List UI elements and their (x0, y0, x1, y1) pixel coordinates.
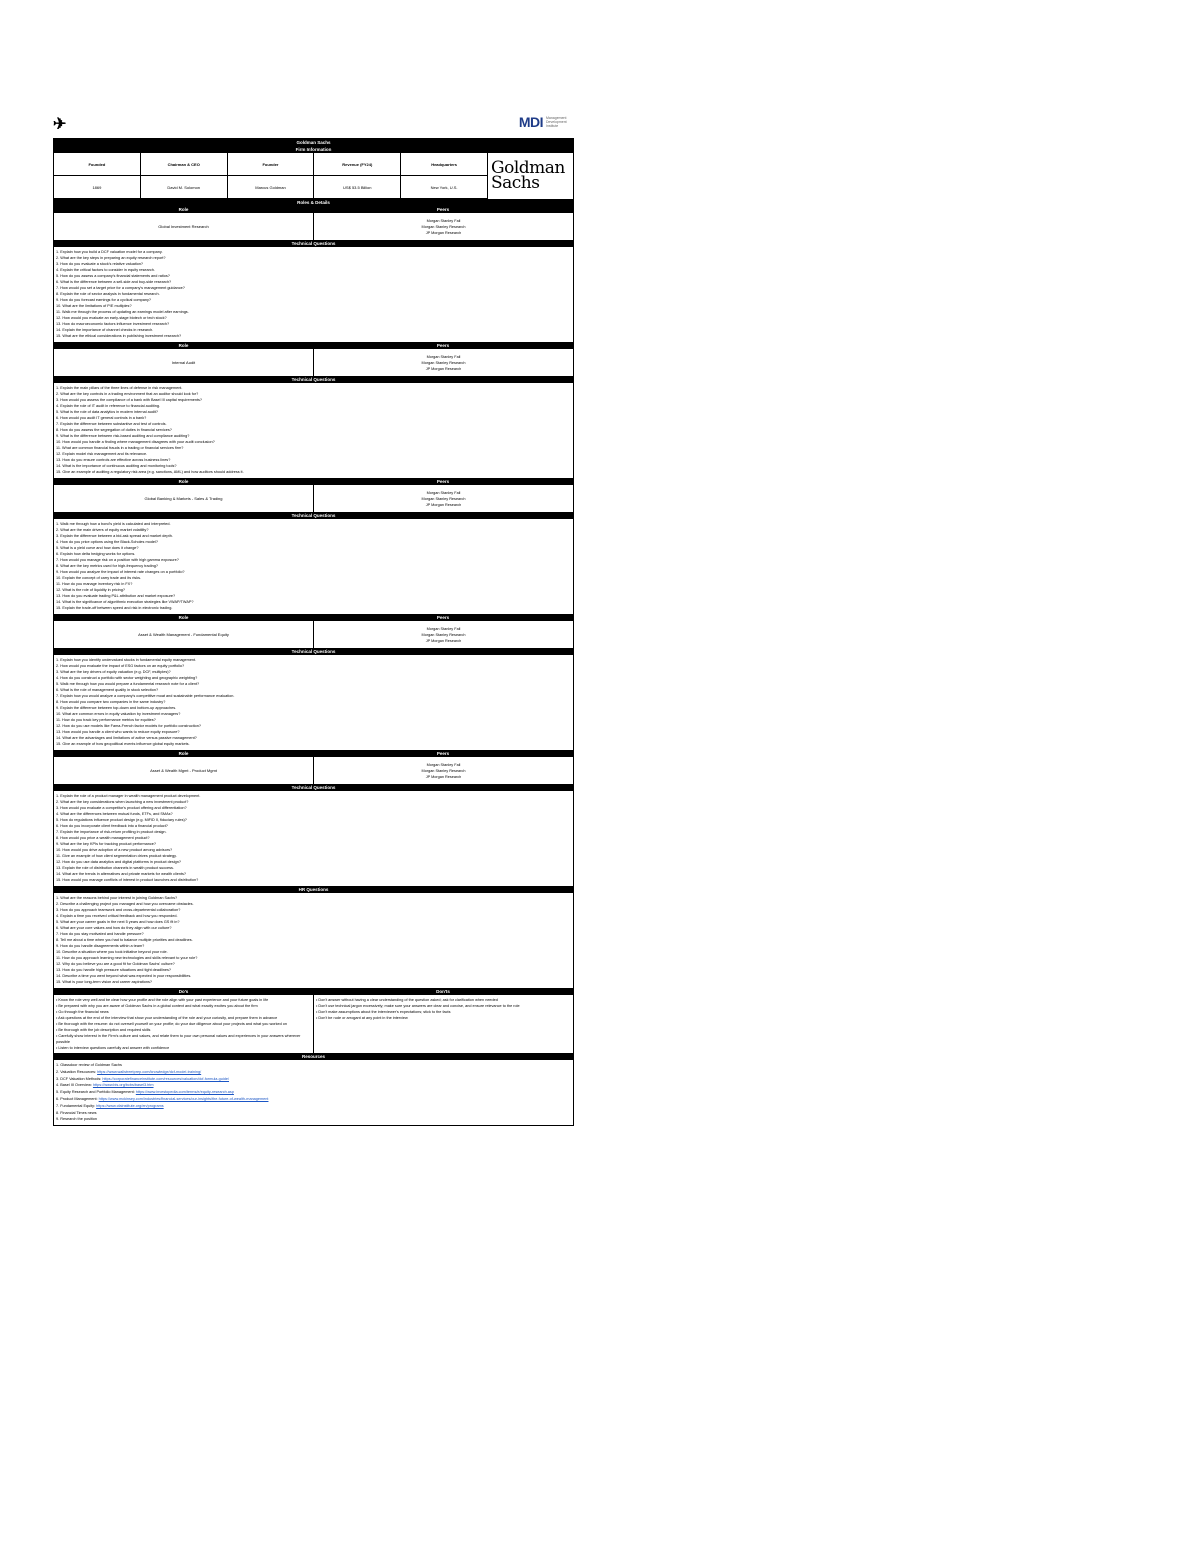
question-item: 15. What are the ethical considerations in publishing investment research? (56, 334, 182, 338)
role-col-label: Role (178, 751, 189, 756)
hr-question-item: 7. How do you stay motivated and handle pressure? (56, 932, 144, 936)
hr-question-item: 3. How do you approach teamwork and cross-departmental collaboration? (56, 908, 181, 912)
resource-item (56, 1110, 571, 1117)
sheet-frame (53, 138, 574, 1126)
hr-question-item: 2. Describe a challenging project you managed and how you overcame obstacles. (56, 902, 194, 906)
mdi-logo-subtext: Management Development Institute (546, 116, 567, 128)
role-col-label: Role (178, 343, 189, 348)
peers-col-label: Peers (436, 207, 450, 212)
peer-item: JP Morgan Research (425, 366, 462, 371)
question-item: 2. What are the main drivers of equity market volatility? (56, 528, 149, 532)
question-item: 10. Explain the concept of carry trade and its risks. (56, 576, 142, 580)
question-item: 14. Explain the importance of channel checks in research. (56, 328, 154, 332)
question-item: 7. How would you manage risk on a position with high gamma exposure? (56, 558, 179, 562)
question-item: 11. How do you manage inventory risk in FX? (56, 582, 133, 586)
question-item: 13. How do macroeconomic factors influence investment research? (56, 322, 170, 326)
fact-label: Founded (54, 153, 141, 176)
question-item: 3. What are the key drivers of equity valuation (e.g. DCF, multiples)? (56, 670, 171, 674)
question-item: 14. What is the significance of algorithmic execution strategies like VWAP/TWAP? (56, 600, 194, 604)
technical-question-list (54, 383, 573, 478)
question-item: 12. How would you evaluate an early-stage biotech or tech stock? (56, 316, 167, 320)
question-item: 6. What is the difference between a sell-side and buy-side research? (56, 280, 172, 284)
resource-label: 8. Financial Times news (56, 1110, 97, 1115)
question-item: 12. How do you use data analytics and digital platforms in product design? (56, 860, 181, 864)
interview-sheet (53, 112, 574, 1126)
role-header (54, 478, 573, 485)
hr-question-item: 14. Describe a time you went beyond what was expected in your responsibilities. (56, 974, 192, 978)
resource-item (56, 1062, 571, 1069)
airline-logo-icon: ✈ (53, 114, 67, 133)
technical-questions-title: Technical Questions (54, 648, 573, 655)
roles-container (54, 206, 573, 886)
role-name: Global Investment Research (54, 213, 314, 240)
question-item: 5. How do you assess a company's financial statements and ratios? (56, 274, 170, 278)
question-item: 1. Explain the role of a product manager in wealth management product development. (56, 794, 201, 798)
question-item: 2. What are the key controls in a trading environment that an auditor should look for? (56, 392, 199, 396)
peer-item: Morgan Stanley Research (421, 224, 466, 229)
donts-item: • Don't be rude or arrogant at any point in the interview (316, 1016, 408, 1020)
role-header (54, 206, 573, 213)
question-item: 3. How do you evaluate a stock's relative valuation? (56, 262, 144, 266)
question-item: 15. Give an example of auditing a regulatory risk area (e.g. sanctions, AML) and how auditors should address it. (56, 470, 244, 474)
firm-info-title: Firm Information (54, 146, 573, 153)
resource-label: 6. Product Management: (56, 1096, 98, 1101)
dos-item: • Ask questions at the end of the interview that show your understanding of the role and your curiosity, and prepare them in advance (56, 1016, 278, 1020)
donts-title: Don'ts (436, 989, 450, 994)
role-name: Asset & Wealth Mgmt - Product Mgmt (54, 757, 314, 784)
resource-item (56, 1096, 571, 1103)
question-item: 9. Explain the difference between top-down and bottom-up approaches. (56, 706, 177, 710)
hr-question-item: 5. What are your career goals in the next 5 years and how does GS fit in? (56, 920, 180, 924)
hr-question-item: 9. How do you handle disagreements within a team? (56, 944, 145, 948)
gs-logo-line2: Sachs (491, 173, 540, 193)
question-item: 7. How would you set a target price for a company's management guidance? (56, 286, 185, 290)
peer-item: JP Morgan Research (425, 638, 462, 643)
question-item: 4. Explain the critical factors to consider in equity research. (56, 268, 155, 272)
resource-label: 9. Research the position (56, 1117, 97, 1122)
peer-item: Morgan Stanley Research (421, 360, 466, 365)
role-row (54, 621, 573, 648)
dos-list (54, 995, 314, 1053)
role-name: Global Banking & Markets - Sales & Trading (54, 485, 314, 512)
role-header (54, 750, 573, 757)
role-col-label: Role (178, 615, 189, 620)
technical-question-list (54, 247, 573, 342)
technical-questions-title: Technical Questions (54, 784, 573, 791)
hr-question-item: 11. How do you approach learning new technologies and skills relevant to your role? (56, 956, 198, 960)
dos-title: Do's (178, 989, 189, 994)
question-item: 15. Explain the trade-off between speed and risk in electronic trading. (56, 606, 173, 610)
company-title: Goldman Sachs (54, 139, 573, 146)
peer-item: JP Morgan Research (425, 502, 462, 507)
question-item: 5. Walk me through how you would prepare a fundamental research note for a client? (56, 682, 200, 686)
role-name: Internal Audit (54, 349, 314, 376)
question-item: 9. What is the difference between risk-based auditing and compliance auditing? (56, 434, 190, 438)
hr-question-item: 6. What are your core values and how do they align with our culture? (56, 926, 172, 930)
question-item: 13. How do you evaluate trading P&L attribution and market exposure? (56, 594, 176, 598)
question-item: 1. Explain how you build a DCF valuation model for a company. (56, 250, 163, 254)
dos-item: • Know the role very well and be clear how your profile and the role align with your past experience and your future goals in life (56, 998, 269, 1002)
roles-title: Roles & Details (54, 199, 573, 206)
dos-item: • Carefully show interest in the Firm's culture and values, and relate them to your own personal values and experiences in your answers wherever possible (56, 1034, 301, 1044)
question-item: 8. How would you compare two companies in the same industry? (56, 700, 166, 704)
question-item: 7. Explain the importance of risk-return profiling in product design. (56, 830, 167, 834)
question-item: 8. How do you assess the segregation of duties in financial services? (56, 428, 172, 432)
resources-title: Resources (54, 1053, 573, 1060)
question-item: 6. What is the role of management quality in stock selection? (56, 688, 159, 692)
role-peers (314, 349, 573, 376)
role-header (54, 342, 573, 349)
question-item: 5. How do regulations influence product design (e.g. MiFID II, fiduciary rules)? (56, 818, 187, 822)
technical-questions-title: Technical Questions (54, 376, 573, 383)
question-item: 9. How would you analyze the impact of interest rate changes on a portfolio? (56, 570, 185, 574)
role-col-label: Role (178, 479, 189, 484)
hr-title: HR Questions (54, 886, 573, 893)
question-item: 8. How would you price a wealth management product? (56, 836, 150, 840)
fact-label: Chairman & CEO (141, 153, 228, 176)
question-item: 11. Walk me through the process of updating an earnings model after earnings. (56, 310, 189, 314)
donts-item: • Don't answer without having a clear understanding of the question asked; ask for clarification when needed (316, 998, 498, 1002)
peer-item: Morgan Stanley Fall (426, 762, 461, 767)
question-item: 13. How do you ensure controls are effective across business lines? (56, 458, 171, 462)
dos-item: • Listen to interview questions carefully and answer with confidence (56, 1046, 170, 1050)
resource-link[interactable]: https://www.investopedia.com/terms/e/equity-research.asp (135, 1090, 234, 1095)
technical-question-list (54, 519, 573, 614)
question-item: 10. What are the limitations of P/E multiples? (56, 304, 132, 308)
resource-link[interactable]: https://corporatefinanceinstitute.com/resources/valuation/dcf-formula-guide/ (102, 1076, 230, 1081)
resource-item (56, 1076, 571, 1083)
question-item: 3. Explain the difference between a bid-ask spread and market depth. (56, 534, 173, 538)
question-item: 9. What are the key KPIs for tracking product performance? (56, 842, 157, 846)
role-row (54, 213, 573, 240)
question-item: 7. Explain the difference between substantive and test of controls. (56, 422, 167, 426)
peer-item: Morgan Stanley Fall (426, 354, 461, 359)
question-item: 10. How would you handle a finding where management disagrees with your audit conclusion? (56, 440, 215, 444)
fact-value: David M. Solomon (141, 176, 228, 199)
dos-item: • Be thorough with the resume: do not oversell yourself on your profile; do your due diligence about your projects and what you worked on (56, 1022, 287, 1026)
peer-item: Morgan Stanley Fall (426, 490, 461, 495)
technical-question-list (54, 791, 573, 886)
fact-value: 1869 (54, 176, 141, 199)
donts-item: • Don't make assumptions about the interviewer's expectations; stick to the facts (316, 1010, 451, 1014)
role-row (54, 485, 573, 512)
hr-question-item: 15. What is your long-term vision and career aspirations? (56, 980, 153, 984)
peer-item: Morgan Stanley Research (421, 632, 466, 637)
question-item: 13. How would you handle a client who wants to reduce equity exposure? (56, 730, 180, 734)
resource-label: 3. DCF Valuation Methods: (56, 1076, 102, 1081)
question-item: 4. How do you price options using the Black-Scholes model? (56, 540, 158, 544)
question-item: 6. How would you audit IT general controls in a bank? (56, 416, 147, 420)
question-item: 5. What is a yield curve and how does it change? (56, 546, 139, 550)
role-row (54, 349, 573, 376)
question-item: 6. Explain how delta hedging works for options. (56, 552, 136, 556)
firm-facts-grid (54, 153, 488, 199)
question-item: 2. What are the key steps in preparing an equity research report? (56, 256, 166, 260)
question-item: 11. How do you track key performance metrics for equities? (56, 718, 156, 722)
role-row (54, 757, 573, 784)
peers-col-label: Peers (436, 479, 450, 484)
resource-item (56, 1103, 571, 1110)
resource-label: 4. Basel III Overview: (56, 1083, 92, 1088)
dos-item: • Be thorough with the job description and required skills (56, 1028, 151, 1032)
resource-item (56, 1069, 571, 1076)
question-item: 4. How do you construct a portfolio with sector weighting and geographic weighting? (56, 676, 198, 680)
donts-item: • Don't use technical jargon excessively; make sure your answers are clear and concise, and ensure relevance to the role (316, 1004, 520, 1008)
fact-value: US$ 53.5 Billion (314, 176, 401, 199)
peers-col-label: Peers (436, 615, 450, 620)
resource-label: 1. Glassdoor review of Goldman Sachs (56, 1063, 122, 1067)
role-col-label: Role (178, 207, 189, 212)
question-item: 6. How do you incorporate client feedback into a financial product? (56, 824, 168, 828)
role-peers (314, 621, 573, 648)
dos-item: • Be prepared with why you are aware of Goldman Sachs in a global context and what exactly excites you about the firm (56, 1004, 258, 1008)
dos-donts (54, 995, 573, 1053)
question-item: 10. How would you drive adoption of a new product among advisors? (56, 848, 173, 852)
role-peers (314, 213, 573, 240)
question-item: 11. Give an example of how client segmentation drives product strategy. (56, 854, 177, 858)
fact-label: Headquarters (401, 153, 488, 176)
question-item: 5. What is the role of data analytics in modern internal audit? (56, 410, 158, 414)
question-item: 7. Explain how you would analyze a company's competitive moat and sustainable performance evaluation. (56, 694, 235, 698)
question-item: 2. How would you evaluate the impact of ESG factors on an equity portfolio? (56, 664, 185, 668)
question-item: 1. Explain how you identify undervalued stocks in fundamental equity management. (56, 658, 197, 662)
question-item: 12. How do you use models like Fama-French factor models for portfolio construction? (56, 724, 201, 728)
question-item: 8. What are the key metrics used for high-frequency trading? (56, 564, 158, 568)
fact-value: New York, U.S. (401, 176, 488, 199)
role-header (54, 614, 573, 621)
mdi-logo-text: MDI (518, 114, 543, 130)
technical-question-list (54, 655, 573, 750)
dos-item: • Go through the financial news (56, 1010, 109, 1014)
resource-item (56, 1082, 571, 1089)
question-item: 15. How would you manage conflicts of interest in product launches and distribution? (56, 878, 199, 882)
resources-list (54, 1060, 573, 1125)
question-item: 13. Explain the role of distribution channels in wealth product success. (56, 866, 174, 870)
resource-item (56, 1116, 571, 1123)
gs-logo-line1: Goldman (491, 158, 565, 178)
donts-list (314, 995, 573, 1053)
fact-label: Founder (228, 153, 315, 176)
resource-label: 5. Equity Research and Portfolio Management: (56, 1090, 135, 1095)
hr-question-item: 4. Explain a time you received critical feedback and how you responded. (56, 914, 178, 918)
question-item: 12. Explain model risk management and its relevance. (56, 452, 148, 456)
mdi-logo (519, 114, 570, 130)
hr-question-item: 1. What are the reasons behind your interest in joining Goldman Sachs? (56, 896, 178, 900)
logo-bar (53, 112, 574, 138)
resource-item (56, 1089, 571, 1096)
peer-item: JP Morgan Research (425, 774, 462, 779)
role-peers (314, 485, 573, 512)
role-name: Asset & Wealth Management - Fundamental Equity (54, 621, 314, 648)
peers-col-label: Peers (436, 751, 450, 756)
dos-donts-header (54, 988, 573, 995)
peer-item: Morgan Stanley Research (421, 768, 466, 773)
resource-link[interactable]: https://www.mckinsey.com/industries/financial-services/our-insights/the-future-of-wealth-management (98, 1096, 269, 1101)
fact-value: Marcus Goldman (228, 176, 315, 199)
role-peers (314, 757, 573, 784)
resource-label: 7. Fundamental Equity: (56, 1103, 96, 1108)
question-item: 12. What is the role of liquidity in pricing? (56, 588, 126, 592)
firm-facts (54, 153, 573, 199)
hr-question-item: 12. Why do you believe you are a good fit for Goldman Sachs' culture? (56, 962, 175, 966)
peers-col-label: Peers (436, 343, 450, 348)
hr-question-item: 13. How do you handle high pressure situations and tight deadlines? (56, 968, 172, 972)
resource-link[interactable]: https://www.wallstreetprep.com/knowledge/dcf-model-training/ (97, 1069, 202, 1074)
question-item: 14. What are the advantages and limitations of active versus passive management? (56, 736, 197, 740)
hr-question-item: 10. Describe a situation where you took initiative beyond your role. (56, 950, 168, 954)
resource-label: 2. Valuation Resources: (56, 1069, 97, 1074)
hr-question-item: 8. Tell me about a time when you had to balance multiple priorities and deadlines. (56, 938, 193, 942)
question-item: 4. Explain the role of IT audit in reference to financial auditing. (56, 404, 160, 408)
question-item: 4. What are the differences between mutual funds, ETFs, and SMAs? (56, 812, 173, 816)
peer-item: Morgan Stanley Fall (426, 218, 461, 223)
resource-link[interactable]: https://www.bis.org/bcbs/basel3.htm (92, 1083, 154, 1088)
fact-label: Revenue (FY24) (314, 153, 401, 176)
question-item: 15. Give an example of how geopolitical events influence global equity markets. (56, 742, 190, 746)
question-item: 11. What are common financial frauds in a trading or financial services firm? (56, 446, 184, 450)
question-item: 14. What are the trends in alternatives and private markets for wealth clients? (56, 872, 187, 876)
question-item: 8. Explain the role of sector analysis in fundamental research. (56, 292, 160, 296)
resource-link[interactable]: https://www.cfainstitute.org/en/programs (96, 1103, 164, 1108)
question-item: 10. What are common errors in equity valuation by investment managers? (56, 712, 181, 716)
question-item: 1. Explain the main pillars of the three lines of defense in risk management. (56, 386, 183, 390)
question-item: 1. Walk me through how a bond's yield is calculated and interpreted. (56, 522, 171, 526)
goldman-sachs-logo (488, 153, 573, 199)
peer-item: Morgan Stanley Research (421, 496, 466, 501)
question-item: 3. How would you evaluate a competitor's product offering and differentiation? (56, 806, 187, 810)
technical-questions-title: Technical Questions (54, 512, 573, 519)
question-item: 9. How do you forecast earnings for a cyclical company? (56, 298, 151, 302)
peer-item: Morgan Stanley Fall (426, 626, 461, 631)
question-item: 14. What is the importance of continuous auditing and monitoring tools? (56, 464, 177, 468)
peer-item: JP Morgan Research (425, 230, 462, 235)
question-item: 3. How would you assess the compliance of a bank with Basel III capital requirements? (56, 398, 203, 402)
question-item: 2. What are the key considerations when launching a new investment product? (56, 800, 189, 804)
hr-question-list (54, 893, 573, 988)
technical-questions-title: Technical Questions (54, 240, 573, 247)
